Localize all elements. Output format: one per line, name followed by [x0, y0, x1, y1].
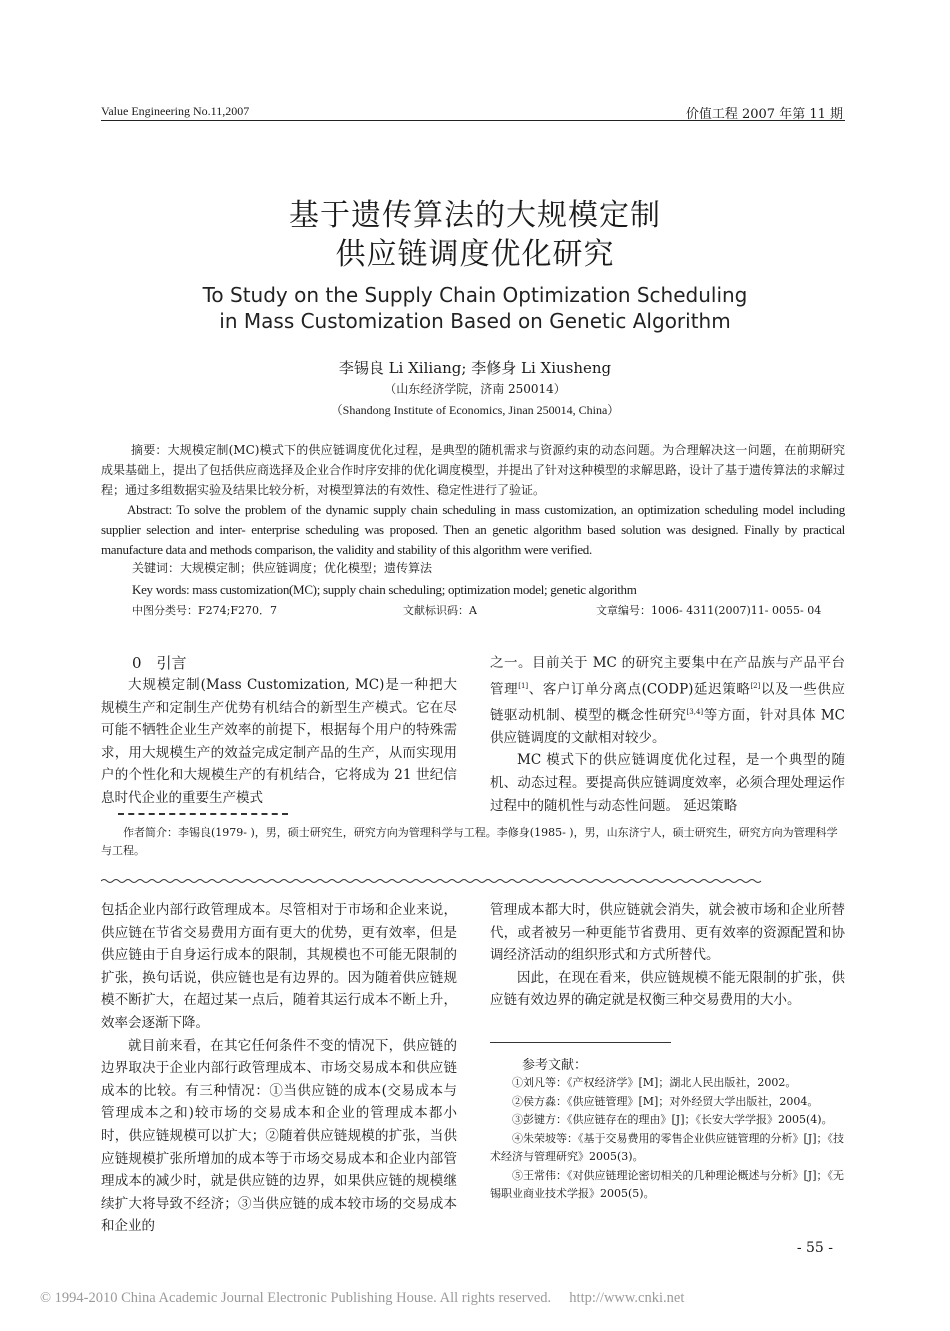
reference-list — [490, 1074, 845, 1204]
title-en-line-2: in Mass Customization Based on Genetic Algorithm — [219, 309, 731, 333]
running-header-right: 价值工程 2007 年第 11 期 — [685, 107, 843, 122]
intro-paragraph: 大规模定制(Mass Customization, MC)是一种把大规模生产和定制生产优势有机结合的新型生产模式。它在尽可能不牺牲企业生产效率的前提下，根据每个用户的特殊需求，用大规模生产的效益完成定制产品的生产，从而实现用户的个性化和大规模生产的有机结合，它将成为 21 世纪信息时代企业的重要生产模式 — [101, 677, 457, 806]
citation-2: [2] — [750, 681, 761, 690]
reference-item: ⑤王常伟：《对供应链理论密切相关的几种理论概述与分析》[J]；《无锡职业商业技术学报》2005(5)。 — [490, 1168, 844, 1200]
reference-item: ④朱荣坡等：《基于交易费用的零售企业供应链管理的分析》[J]；《技术经济与管理研究》2005(3)。 — [490, 1131, 844, 1163]
keywords-cn: 关键词：大规模定制；供应链调度；优化模型；遗传算法 — [132, 561, 433, 575]
mc-scheduling-paragraph: MC 模式下的供应链调度优化过程，是一个典型的随机、动态过程。要提高供应链调度效率，必须合理处理运作过程中的随机性与动态性问题。 延迟策略 — [490, 752, 845, 814]
header-rule — [101, 120, 845, 121]
citation-1: [1] — [518, 681, 529, 690]
copyright-notice: © 1994-2010 China Academic Journal Electronic Publishing House. All rights reserved. http://www.cnki.net — [40, 1290, 685, 1306]
supply-chain-cost-paragraph: 包括企业内部行政管理成本。尽管相对于市场和企业来说，供应链在节省交易费用方面有更大的优势，更有效率，但是供应链由于自身运行成本的限制，其规模也不可能无限制的扩张，换句话说，供应链也是有边界的。因为随着供应链规模不断扩大，在超过某一点后，随着其运行成本不断上升，效率会逐渐下降。 — [101, 902, 457, 1031]
lower-left-column — [101, 899, 457, 1238]
title-cn-line-2: 供应链调度优化研究 — [335, 237, 615, 272]
title-en-line-1: To Study on the Supply Chain Optimization Scheduling — [202, 283, 748, 307]
keywords-en: Key words: mass customization(MC); supply chain scheduling; optimization model; genetic algorithm — [132, 582, 637, 597]
title-cn-line-1: 基于遗传算法的大规模定制 — [289, 198, 661, 233]
lower-right-column — [490, 899, 845, 1012]
references-rule — [490, 1042, 671, 1043]
replacement-paragraph: 管理成本都大时，供应链就会消失，就会被市场和企业所替代，或者被另一种更能节省费用、更有效率的资源配置和协调经济活动的组织形式和方式所替代。 — [490, 902, 845, 964]
author-note: 作者简介：李锡良(1979- )，男，硕士研究生，研究方向为管理科学与工程。李修身(1985- )，男，山东济宁人，硕士研究生，研究方向为管理科学与工程。 — [101, 826, 838, 857]
citation-3-4: [3,4] — [686, 707, 704, 716]
upper-left-column — [101, 674, 457, 810]
mc-research-paragraph: 之一。目前关于 MC 的研究主要集中在产品族与产品平台管理[1]、客户订单分离点(CODP)延迟策略[2]以及一些供应链驱动机制、模型的概念性研究[3,4]等方面，针对具体 MC 供应链调度的文献相对较少。 — [490, 655, 846, 746]
authors: 李锡良 Li Xiliang; 李修身 Li Xiusheng — [338, 359, 612, 377]
affiliation-cn: （山东经济学院，济南 250014） — [384, 382, 566, 396]
conclusion-paragraph: 因此，在现在看来，供应链规模不能无限制的扩张，供应链有效边界的确定就是权衡三种交易费用的大小。 — [490, 969, 845, 1009]
article-number: 文章编号：1006- 4311(2007)11- 0055- 04 — [596, 604, 822, 617]
column-break-rule — [118, 813, 288, 815]
boundary-paragraph: 就目前来看，在其它任何条件不变的情况下，供应链的边界取决于企业内部行政管理成本、市场交易成本和供应链成本的比较。有三种情况：①当供应链的成本(交易成本与管理成本之和)较市场的交易成本和企业的管理成本都小时，供应链规模可以扩大；②随着供应链规模的扩张，当供应链规模扩张所增加的成本等于市场交易成本和企业内部管理成本的减少时，就是供应链的边界，如果供应链的规模继续扩大将导致不经济；③当供应链的成本较市场的交易成本和企业的 — [101, 1037, 457, 1235]
references-heading: 参考文献： — [522, 1058, 588, 1073]
abstract-en: Abstract: To solve the problem of the dynamic supply chain scheduling in mass customization, an optimization scheduling model including supplier selection and inter- enterprise scheduling was proposed. Then an genetic algorithm based solution was designed. Finally by practical manufacture data and methods comparison, the validity and stability of this algorithm were verified. — [101, 502, 845, 557]
wavy-separator — [101, 878, 845, 884]
clc-number: 中图分类号：F274;F270．7 — [132, 604, 277, 617]
reference-item: ①刘凡等：《产权经济学》[M]；湖北人民出版社，2002。 — [512, 1076, 797, 1089]
section-heading: 0 引言 — [132, 654, 187, 672]
document-code: 文献标识码：A — [403, 604, 477, 617]
reference-item: ②侯方淼：《供应链管理》[M]；对外经贸大学出版社，2004。 — [512, 1094, 819, 1108]
affiliation-en: （Shandong Institute of Economics, Jinan 250014, China） — [330, 403, 620, 417]
page-number: - 55 - — [796, 1240, 833, 1256]
running-header-left: Value Engineering No.11,2007 — [101, 104, 250, 118]
abstract-cn: 摘要：大规模定制(MC)模式下的供应链调度优化过程，是典型的随机需求与资源约束的动态问题。为合理解决这一问题，在前期研究成果基础上，提出了包括供应商选择及企业合作时序安排的优化调度模型，并提出了针对这种模型的求解思路，设计了基于遗传算法的求解过程；通过多组数据实验及结果比较分析，对模型算法的有效性、稳定性进行了验证。 — [101, 443, 846, 497]
upper-right-column — [490, 652, 845, 817]
reference-item: ③彭键方：《供应链存在的理由》[J]；《长安大学学报》2005(4)。 — [512, 1113, 833, 1126]
